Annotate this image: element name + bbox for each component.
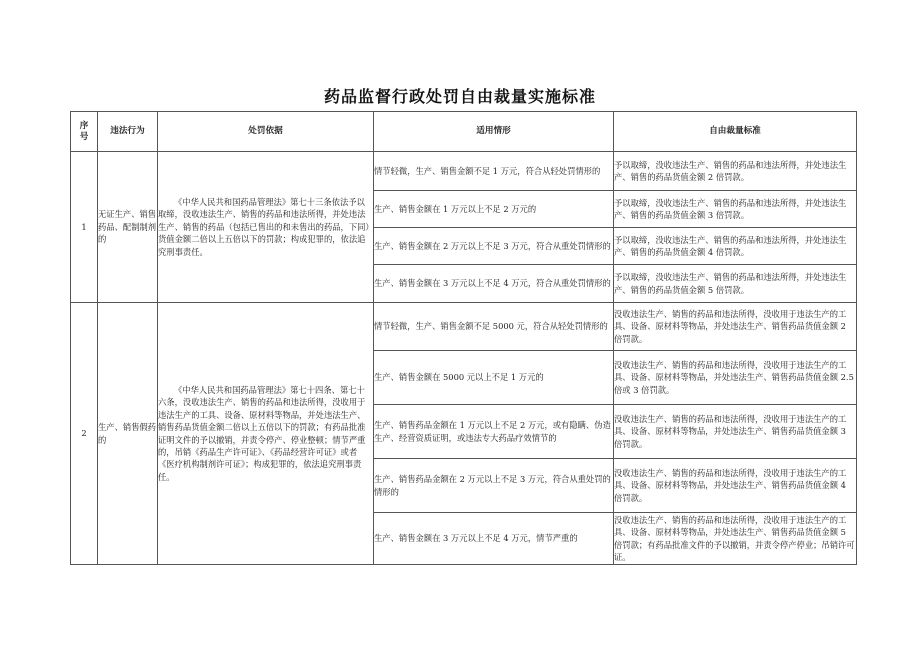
standard-cell: 予以取缔，没收违法生产、销售的药品和违法所得，并处违法生产、销售的药品货值金额 4 倍罚款。 xyxy=(614,228,857,265)
standard-cell: 予以取缔，没收违法生产、销售的药品和违法所得，并处违法生产、销售的药品货值金额 5 倍罚款。 xyxy=(614,265,857,303)
standard-cell: 予以取缔，没收违法生产、销售的药品和违法所得，并处违法生产、销售的药品货值金额 2 倍罚款。 xyxy=(614,152,857,191)
situation-cell: 生产、销售金额在 1 万元以上不足 2 万元的 xyxy=(374,191,614,228)
header-standard: 自由裁量标准 xyxy=(614,112,857,152)
penalty-standards-table xyxy=(70,111,857,565)
situation-cell: 生产、销售金额在 2 万元以上不足 3 万元，符合从重处罚情形的 xyxy=(374,228,614,265)
situation-cell: 生产、销售金额在 3 万元以上不足 4 万元，符合从重处罚情形的 xyxy=(374,265,614,303)
table-header-row xyxy=(71,112,857,152)
header-situation: 适用情形 xyxy=(374,112,614,152)
header-action: 违法行为 xyxy=(98,112,158,152)
standard-cell: 没收违法生产、销售的药品和违法所得，没收用于违法生产的工具、设备、原材料等物品，并处违法生产、销售药品货值金额 5 倍罚款；有药品批准文件的予以撤销，并责令停产停业；吊销许可证。 xyxy=(614,513,857,565)
violation-cell: 生产、销售假药的 xyxy=(98,303,158,565)
situation-cell: 情节轻微，生产、销售金额不足 5000 元，符合从轻处罚情形的 xyxy=(374,303,614,351)
standard-cell: 没收违法生产、销售的药品和违法所得，没收用于违法生产的工具、设备、原材料等物品，并处违法生产、销售药品货值金额 4 倍罚款。 xyxy=(614,459,857,513)
legal-basis-text: 《中华人民共和国药品管理法》第七十三条依法予以取缔，没收违法生产、销售的药品和违法所得，并处违法生产、销售的药品（包括已售出的和未售出的药品，下同）货值金额二倍以上五倍以下的罚款；构成犯罪的，依法追究刑事责任。 xyxy=(158,196,370,257)
situation-cell: 情节轻微，生产、销售金额不足 1 万元，符合从轻处罚情形的 xyxy=(374,152,614,191)
standard-cell: 没收违法生产、销售的药品和违法所得，没收用于违法生产的工具、设备、原材料等物品，并处违法生产、销售药品货值金额 3 倍罚款。 xyxy=(614,405,857,459)
row-seq-cell: 2 xyxy=(71,303,98,565)
situation-cell: 生产、销售金额在 5000 元以上不足 1 万元的 xyxy=(374,351,614,405)
legal-basis-text: 《中华人民共和国药品管理法》第七十四条、第七十六条，没收违法生产、销售的药品和违法所得，没收用于违法生产的工具、设备、原材料等物品，并处违法生产、销售药品货值金额二倍以上五倍以下的罚款；有药品批准证明文件的予以撤销，并责令停产、停业整顿；情节严重的，吊销《药品生产许可证》、《药品经营许可证》或者《医疗机构制剂许可证》；构成犯罪的，依法追究刑事责任。 xyxy=(158,384,366,482)
standard-cell: 予以取缔，没收违法生产、销售的药品和违法所得，并处违法生产、销售的药品货值金额 3 倍罚款。 xyxy=(614,191,857,228)
situation-cell: 生产、销售金额在 3 万元以上不足 4 万元，情节严重的 xyxy=(374,513,614,565)
header-seq: 序号 xyxy=(71,112,98,152)
table-row xyxy=(71,152,857,191)
standard-cell: 没收违法生产、销售的药品和违法所得，没收用于违法生产的工具、设备、原材料等物品，并处违法生产、销售药品货值金额 2.5 倍或 3 倍罚款。 xyxy=(614,351,857,405)
row-seq-cell: 1 xyxy=(71,152,98,303)
situation-cell: 生产、销售药品金额在 2 万元以上不足 3 万元，符合从重处罚的情形的 xyxy=(374,459,614,513)
document-title: 药品监督行政处罚自由裁量实施标准 xyxy=(323,87,596,106)
table-row xyxy=(71,303,857,351)
header-basis: 处罚依据 xyxy=(158,112,374,152)
situation-cell: 生产、销售药品金额在 1 万元以上不足 2 万元，或有隐瞒、伪造生产、经营资质证明，或违法专大药品疗效情节的 xyxy=(374,405,614,459)
standard-cell: 没收违法生产、销售的药品和违法所得，没收用于违法生产的工具、设备、原材料等物品，并处违法生产、销售药品货值金额 2 倍罚款。 xyxy=(614,303,857,351)
legal-basis-cell xyxy=(158,152,374,303)
legal-basis-cell xyxy=(158,303,374,565)
violation-cell: 无证生产、销售药品、配制制剂的 xyxy=(98,152,158,303)
